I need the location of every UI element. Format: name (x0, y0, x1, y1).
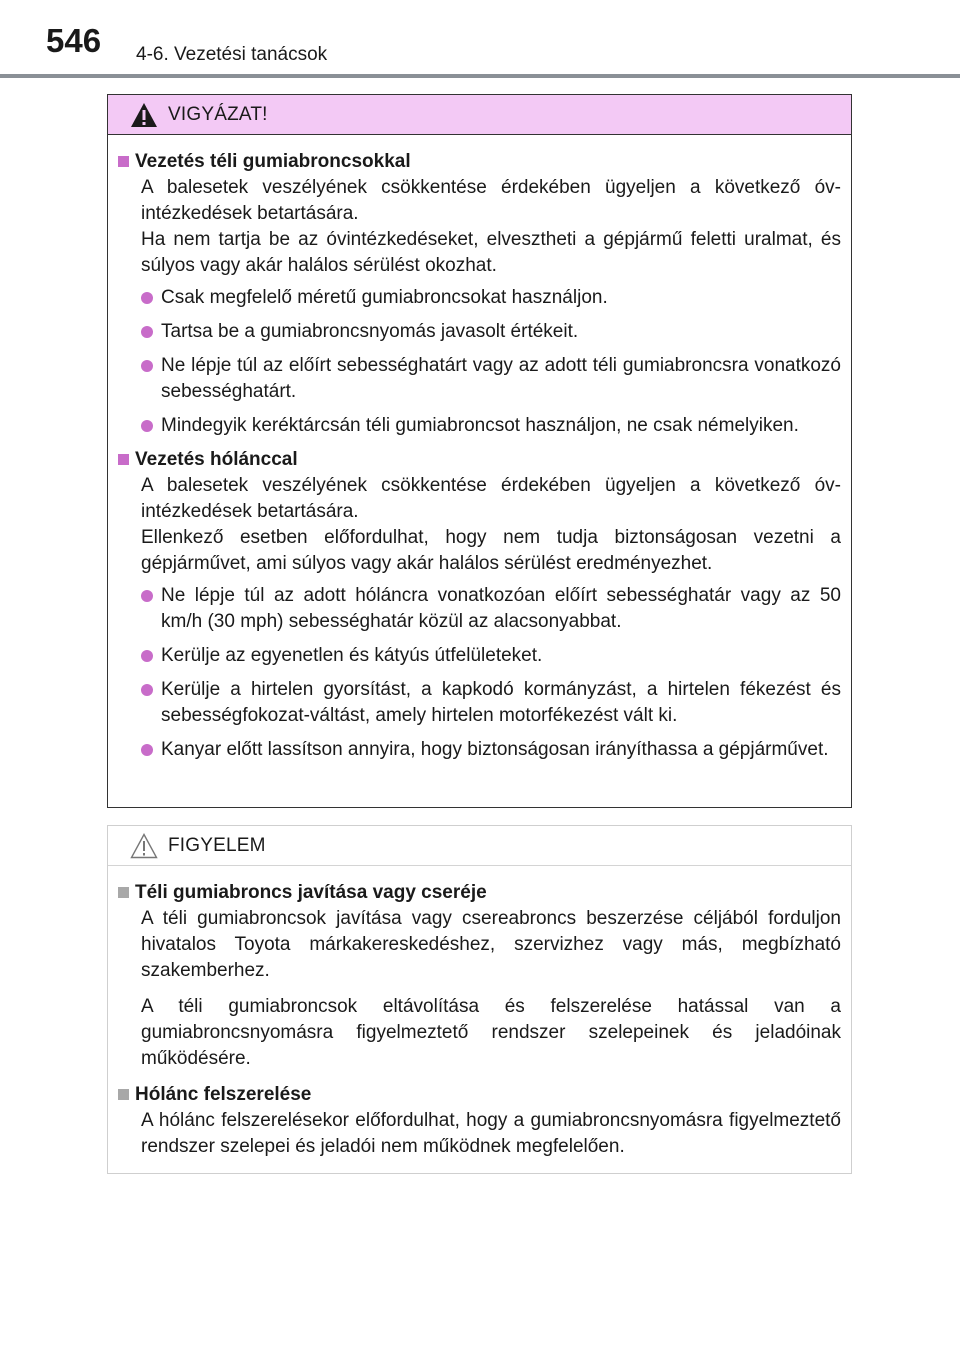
list-item (116, 285, 841, 311)
notice-section-snow-chain-install (116, 1082, 841, 1160)
bullet-dot-icon (141, 420, 153, 432)
bullet-dot-icon (141, 326, 153, 338)
list-item-text: Mindegyik keréktárcsán téli gumiabroncsot használjon, ne csak némelyiken. (161, 415, 799, 436)
list-item-text: Kanyar előtt lassítson annyira, hogy biztonságosan irányíthassa a gépjárművet. (161, 739, 829, 760)
section-heading-text: Vezetés hólánccal (135, 449, 298, 470)
notice-body (108, 866, 851, 1160)
section-heading (116, 149, 841, 175)
list-item (116, 643, 841, 669)
square-bullet-icon (118, 454, 129, 465)
list-item-text: Ne lépje túl az adott hóláncra vonatkozóan előírt sebességhatár vagy az 50 km/h (30 mph) sebességhatár közül az alacsonyabbat. (161, 585, 841, 632)
bullet-dot-icon (141, 590, 153, 602)
paragraph: A balesetek veszélyének csökkentése érdekében ügyeljen a következő óv-intézkedések betartására. (141, 177, 841, 224)
bullet-dot-icon (141, 650, 153, 662)
section-heading-text: Hólánc felszerelése (135, 1084, 312, 1105)
list-item (116, 677, 841, 729)
warning-section-winter-tires (116, 149, 841, 439)
list-item-text: Csak megfelelő méretű gumiabroncsokat használjon. (161, 287, 608, 308)
bullet-dot-icon (141, 360, 153, 372)
notice-header (108, 826, 851, 866)
spacer (116, 984, 841, 994)
warning-title: VIGYÁZAT! (168, 103, 268, 125)
warning-triangle-filled-icon (130, 102, 158, 128)
section-heading-text: Vezetés téli gumiabroncsokkal (135, 151, 411, 172)
bullet-dot-icon (141, 292, 153, 304)
section-title: 4-6. Vezetési tanácsok (136, 44, 328, 65)
paragraph: A balesetek veszélyének csökkentése érdekében ügyeljen a következő óv-intézkedések betartására. (141, 475, 841, 522)
paragraph: Ellenkező esetben előfordulhat, hogy nem tudja biztonságosan vezetni a gépjárművet, ami súlyos vagy akár halálos sérülést eredményezhet. (141, 527, 841, 574)
paragraph: A téli gumiabroncsok eltávolítása és felszerelése hatással van a gumiabroncsnyomásra figyelmeztető rendszer szelepeinek és jeladóinak működésére. (141, 996, 841, 1069)
notice-title: FIGYELEM (168, 834, 266, 856)
section-heading (116, 880, 841, 906)
warning-body (108, 135, 851, 763)
list-item-text: Tartsa be a gumiabroncsnyomás javasolt értékeit. (161, 321, 579, 342)
section-heading (116, 447, 841, 473)
paragraph: Ha nem tartja be az óvintézkedéseket, elvesztheti a gépjármű feletti uralmat, és súlyos vagy akár halálos sérülést okozhat. (141, 229, 841, 276)
list-item-text: Kerülje a hirtelen gyorsítást, a kapkodó kormányzást, a hirtelen fékezést és sebességfokozat-váltást, amely hirtelen motorfékezést vált ki. (161, 679, 841, 726)
list-item (116, 737, 841, 763)
notice-box (107, 825, 852, 1174)
warning-section-snow-chains (116, 447, 841, 763)
list-item (116, 583, 841, 635)
square-bullet-icon (118, 887, 129, 898)
square-bullet-icon (118, 156, 129, 167)
bullet-list (116, 583, 841, 763)
warning-header (108, 95, 851, 135)
list-item (116, 413, 841, 439)
page-number: 546 (46, 22, 102, 59)
warning-box (107, 94, 852, 808)
bullet-list (116, 285, 841, 439)
paragraph: A téli gumiabroncsok javítása vagy csereabroncs beszerzése céljából forduljon hivatalos Toyota márkakereskedéshez, szervizhez vagy más, megbízható szakemberhez. (141, 908, 841, 981)
square-bullet-icon (118, 1089, 129, 1100)
list-item-text: Ne lépje túl az előírt sebességhatárt vagy az adott téli gumiabroncsra vonatkozó sebességhatárt. (161, 355, 841, 402)
list-item (116, 319, 841, 345)
bullet-dot-icon (141, 684, 153, 696)
paragraph: A hólánc felszerelésekor előfordulhat, hogy a gumiabroncsnyomásra figyelmeztető rendszer szelepei és jeladói nem működnek megfelelően. (141, 1110, 841, 1157)
section-heading-text: Téli gumiabroncs javítása vagy cseréje (135, 882, 487, 903)
bullet-dot-icon (141, 744, 153, 756)
list-item (116, 353, 841, 405)
spacer (116, 1072, 841, 1082)
section-heading (116, 1082, 841, 1108)
page-header (0, 0, 960, 80)
list-item-text: Kerülje az egyenetlen és kátyús útfelületeket. (161, 645, 543, 666)
warning-triangle-outline-icon (130, 833, 158, 859)
notice-section-tire-repair (116, 880, 841, 1082)
header-divider (0, 74, 960, 78)
